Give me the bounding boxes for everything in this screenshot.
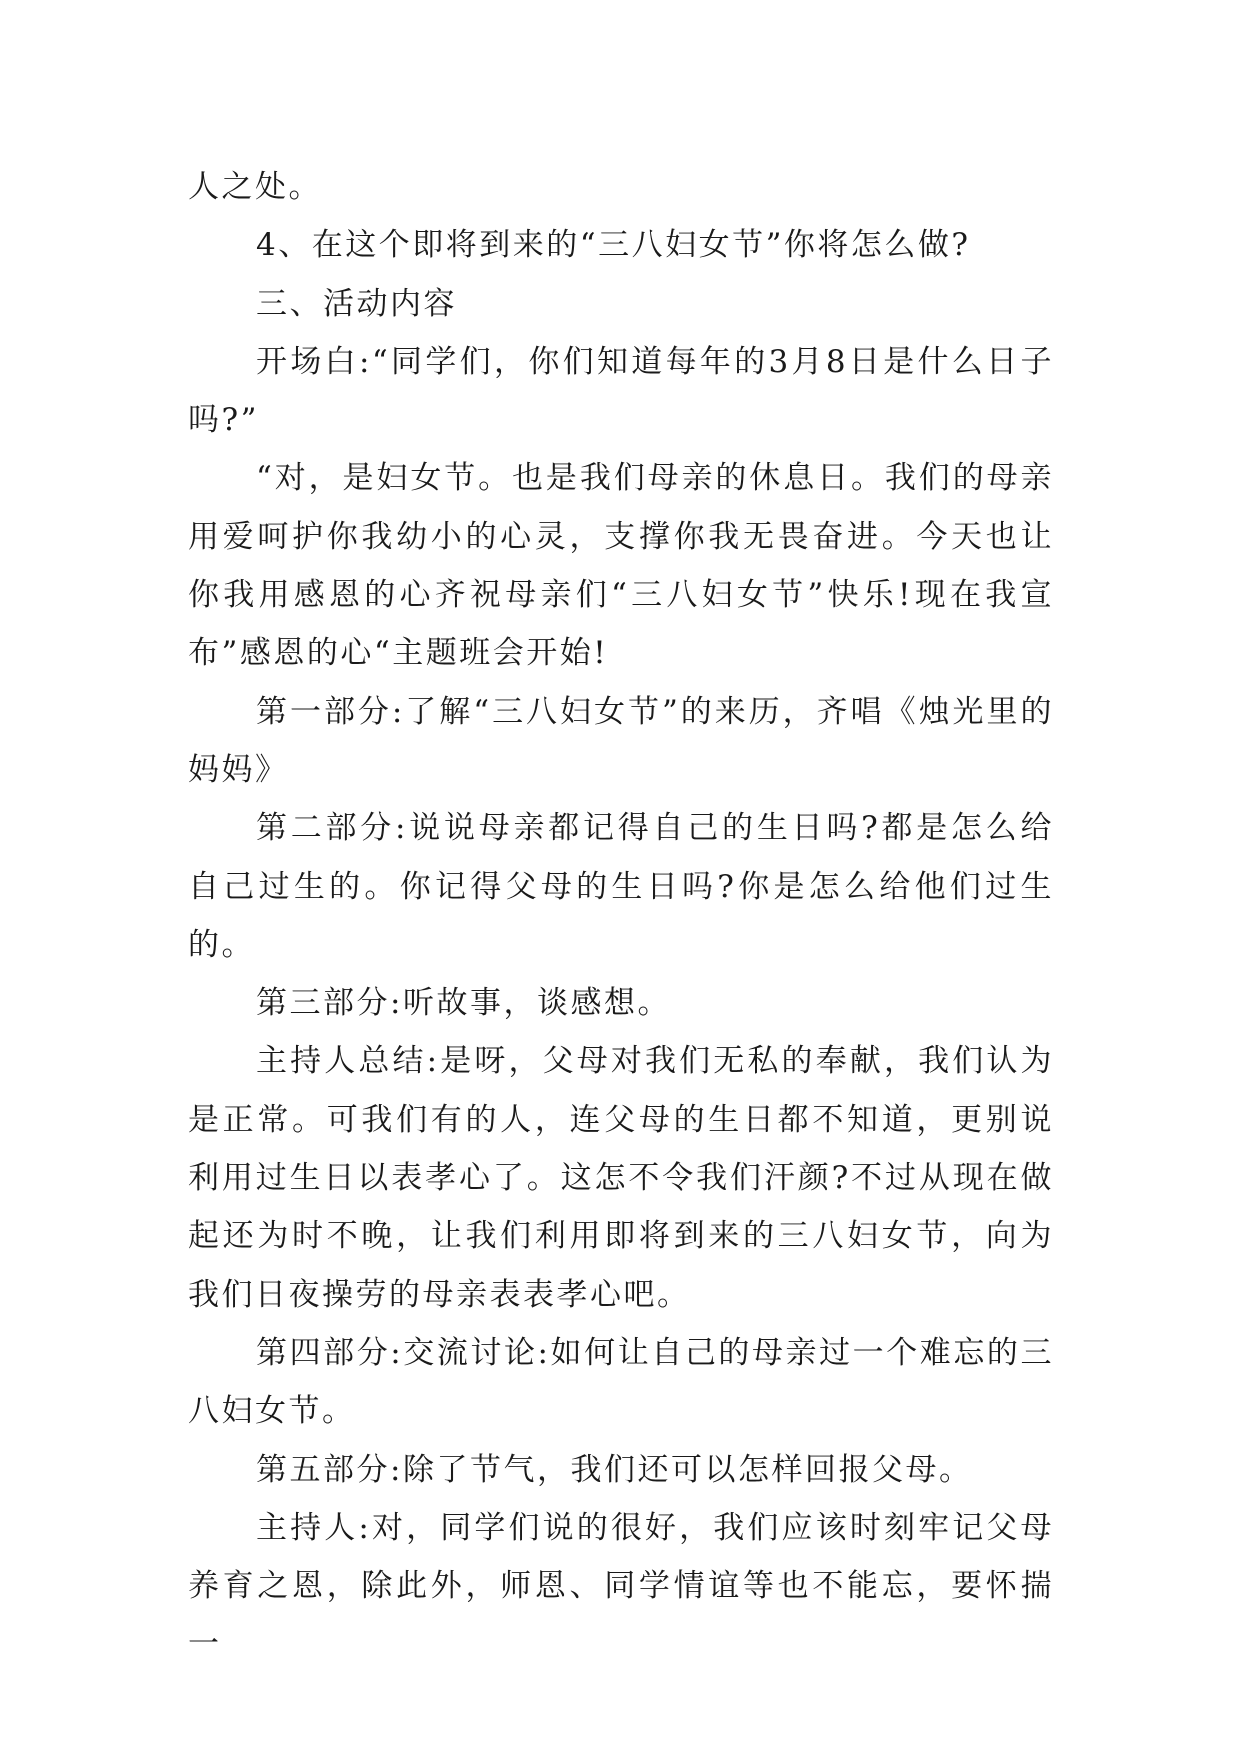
- paragraph-part-four: 第四部分:交流讨论:如何让自己的母亲过一个难忘的三八妇女节。: [188, 1334, 1054, 1430]
- paragraph-host-closing: 主持人:对，同学们说的很好，我们应该时刻牢记父母养育之恩，除此外，师恩、同学情谊等也不能忘，要怀揣一: [188, 1509, 1054, 1663]
- paragraph-continuation: 人之处。: [188, 169, 322, 205]
- paragraph-host-summary: 主持人总结:是呀，父母对我们无私的奉献，我们认为是正常。可我们有的人，连父母的生日都不知道，更别说利用过生日以表孝心了。这怎不令我们汗颜?不过从现在做起还为时不晚，让我们利用即将到来的三八妇女节，向为我们日夜操劳的母亲表表孝心吧。: [188, 1043, 1054, 1313]
- section-heading-activity-content: 三、活动内容: [256, 285, 457, 322]
- paragraph-part-two: 第二部分:说说母亲都记得自己的生日吗?都是怎么给自己过生的。你记得父母的生日吗?你是怎么给他们过生的。: [188, 810, 1054, 963]
- document-body: [188, 158, 1054, 1674]
- paragraph-part-five: 第五部分:除了节气，我们还可以怎样回报父母。: [256, 1451, 973, 1488]
- paragraph-part-three: 第三部分:听故事，谈感想。: [256, 985, 671, 1022]
- paragraph-item-4: 4、在这个即将到来的“三八妇女节”你将怎么做?: [256, 227, 971, 264]
- paragraph-part-one: 第一部分:了解“三八妇女节”的来历，齐唱《烛光里的妈妈》: [188, 693, 1054, 788]
- paragraph-opening-remarks: 开场白:“同学们，你们知道每年的3月8日是什么日子吗?”: [188, 343, 1054, 439]
- paragraph-womens-day-speech: “对，是妇女节。也是我们母亲的休息日。我们的母亲用爱呵护你我幼小的心灵，支撑你我无畏奋进。今天也让你我用感恩的心齐祝母亲们“三八妇女节”快乐!现在我宣布”感恩的心“主题班会开始!: [188, 460, 1054, 672]
